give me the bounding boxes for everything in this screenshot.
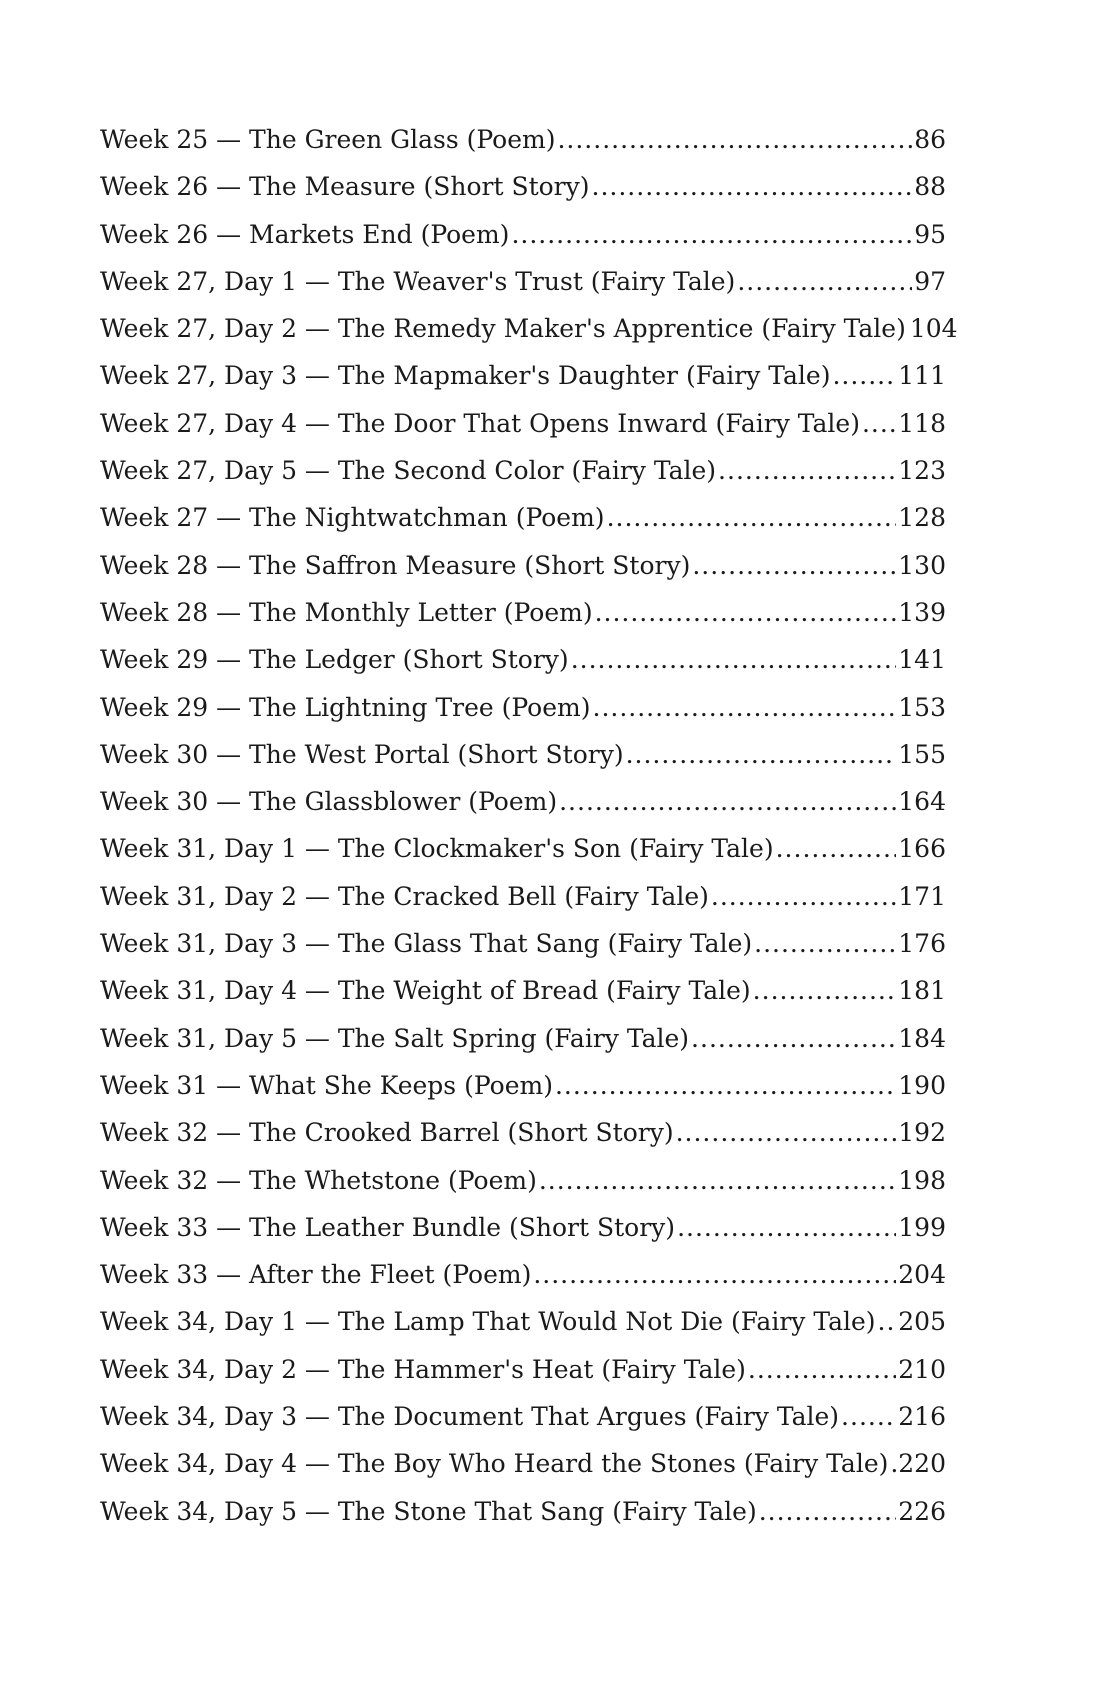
toc-entry-page: 153 bbox=[898, 692, 946, 722]
toc-entry bbox=[100, 825, 946, 872]
toc-entry-page: 155 bbox=[898, 739, 946, 769]
toc-entry-title: Week 27 — The Nightwatchman (Poem) bbox=[100, 503, 605, 533]
toc-entry-page: 128 bbox=[898, 503, 946, 533]
table-of-contents bbox=[100, 116, 958, 1535]
toc-entry bbox=[100, 920, 946, 967]
dot-leader bbox=[595, 589, 897, 636]
dot-leader bbox=[748, 1346, 896, 1393]
toc-entry-page: 130 bbox=[898, 550, 946, 580]
toc-entry-page: 210 bbox=[898, 1354, 946, 1384]
toc-entry bbox=[100, 1109, 946, 1156]
dot-leader bbox=[559, 778, 896, 825]
toc-entry-title: Week 34, Day 3 — The Document That Argues (Fairy Tale) bbox=[100, 1402, 840, 1432]
toc-entry-title: Week 31, Day 5 — The Salt Spring (Fairy Tale) bbox=[100, 1023, 690, 1053]
toc-entry-title: Week 34, Day 1 — The Lamp That Would Not Die (Fairy Tale) bbox=[100, 1307, 876, 1337]
toc-entry bbox=[100, 589, 946, 636]
dot-leader bbox=[711, 873, 896, 920]
dot-leader bbox=[754, 920, 896, 967]
dot-leader bbox=[626, 731, 897, 778]
toc-entry-title: Week 27, Day 2 — The Remedy Maker's Apprentice (Fairy Tale) bbox=[100, 314, 906, 344]
toc-entry-title: Week 26 — Markets End (Poem) bbox=[100, 219, 510, 249]
dot-leader bbox=[878, 1298, 897, 1345]
toc-entry-title: Week 31, Day 4 — The Weight of Bread (Fairy Tale) bbox=[100, 976, 751, 1006]
toc-entry-page: 123 bbox=[898, 456, 946, 486]
dot-leader bbox=[676, 1109, 897, 1156]
toc-entry-title: Week 28 — The Saffron Measure (Short Story) bbox=[100, 550, 691, 580]
dot-leader bbox=[533, 1251, 896, 1298]
toc-entry bbox=[100, 211, 946, 258]
toc-entry bbox=[100, 116, 946, 163]
toc-entry-page: 204 bbox=[898, 1260, 946, 1290]
toc-entry-title: Week 25 — The Green Glass (Poem) bbox=[100, 125, 556, 154]
toc-entry bbox=[100, 1346, 946, 1393]
toc-entry bbox=[100, 352, 946, 399]
toc-entry-title: Week 33 — The Leather Bundle (Short Story) bbox=[100, 1212, 676, 1242]
toc-entry bbox=[100, 967, 946, 1014]
toc-entry-page: 171 bbox=[898, 881, 946, 911]
toc-entry bbox=[100, 636, 946, 683]
dot-leader bbox=[718, 447, 896, 494]
dot-leader bbox=[511, 211, 912, 258]
toc-entry-title: Week 34, Day 5 — The Stone That Sang (Fairy Tale) bbox=[100, 1496, 757, 1526]
dot-leader bbox=[557, 116, 912, 163]
toc-entry-title: Week 31, Day 3 — The Glass That Sang (Fairy Tale) bbox=[100, 929, 753, 959]
dot-leader bbox=[737, 258, 912, 305]
dot-leader bbox=[539, 1157, 896, 1204]
toc-entry bbox=[100, 163, 946, 210]
dot-leader bbox=[555, 1062, 896, 1109]
toc-entry-page: 111 bbox=[898, 361, 946, 391]
toc-entry-page: 104 bbox=[909, 314, 958, 344]
toc-entry bbox=[100, 873, 946, 920]
toc-entry bbox=[100, 1393, 946, 1440]
dot-leader bbox=[753, 967, 897, 1014]
toc-entry bbox=[100, 1251, 946, 1298]
dot-leader bbox=[862, 400, 896, 447]
toc-entry-page: 176 bbox=[898, 929, 946, 959]
toc-entry-title: Week 26 — The Measure (Short Story) bbox=[100, 172, 590, 202]
dot-leader bbox=[677, 1204, 896, 1251]
toc-entry-title: Week 32 — The Crooked Barrel (Short Story) bbox=[100, 1118, 674, 1148]
toc-entry-page: 86 bbox=[914, 125, 946, 154]
toc-entry-title: Week 27, Day 5 — The Second Color (Fairy Tale) bbox=[100, 456, 717, 486]
toc-entry-title: Week 34, Day 2 — The Hammer's Heat (Fairy Tale) bbox=[100, 1354, 746, 1384]
toc-entry bbox=[100, 1440, 946, 1487]
toc-entry-page: 192 bbox=[898, 1118, 946, 1148]
dot-leader bbox=[832, 352, 896, 399]
toc-entry-page: 139 bbox=[898, 597, 946, 627]
toc-entry bbox=[100, 400, 946, 447]
dot-leader bbox=[890, 1440, 896, 1487]
toc-entry bbox=[100, 305, 958, 352]
toc-entry-page: 226 bbox=[898, 1496, 946, 1526]
toc-entry-page: 198 bbox=[898, 1165, 946, 1195]
toc-entry-page: 118 bbox=[898, 408, 946, 438]
toc-entry bbox=[100, 1298, 946, 1345]
toc-entry bbox=[100, 447, 946, 494]
toc-entry-title: Week 29 — The Lightning Tree (Poem) bbox=[100, 692, 591, 722]
toc-entry-page: 166 bbox=[898, 834, 946, 864]
toc-entry-title: Week 34, Day 4 — The Boy Who Heard the Stones (Fairy Tale) bbox=[100, 1449, 889, 1479]
dot-leader bbox=[691, 1015, 896, 1062]
toc-entry-title: Week 30 — The West Portal (Short Story) bbox=[100, 739, 624, 769]
toc-entry bbox=[100, 684, 946, 731]
dot-leader bbox=[692, 542, 896, 589]
dot-leader bbox=[593, 684, 897, 731]
toc-entry bbox=[100, 1015, 946, 1062]
toc-entry-title: Week 31 — What She Keeps (Poem) bbox=[100, 1070, 553, 1100]
toc-entry-title: Week 32 — The Whetstone (Poem) bbox=[100, 1165, 537, 1195]
toc-entry bbox=[100, 731, 946, 778]
toc-entry-title: Week 27, Day 1 — The Weaver's Trust (Fairy Tale) bbox=[100, 266, 736, 296]
toc-entry-page: 181 bbox=[898, 976, 946, 1006]
toc-entry-title: Week 30 — The Glassblower (Poem) bbox=[100, 787, 558, 817]
toc-entry bbox=[100, 1204, 946, 1251]
toc-entry-page: 190 bbox=[898, 1070, 946, 1100]
dot-leader bbox=[841, 1393, 896, 1440]
dot-leader bbox=[759, 1488, 897, 1535]
toc-entry-page: 216 bbox=[898, 1402, 946, 1432]
dot-leader bbox=[607, 494, 897, 541]
toc-entry-page: 95 bbox=[914, 219, 946, 249]
toc-entry-title: Week 27, Day 3 — The Mapmaker's Daughter (Fairy Tale) bbox=[100, 361, 831, 391]
dot-leader bbox=[592, 163, 913, 210]
toc-entry bbox=[100, 778, 946, 825]
toc-entry-title: Week 27, Day 4 — The Door That Opens Inward (Fairy Tale) bbox=[100, 408, 860, 438]
toc-entry-page: 164 bbox=[898, 787, 946, 817]
toc-entry bbox=[100, 1488, 946, 1535]
toc-entry-page: 199 bbox=[898, 1212, 946, 1242]
dot-leader bbox=[571, 636, 897, 683]
toc-entry bbox=[100, 1062, 946, 1109]
toc-entry-title: Week 31, Day 2 — The Cracked Bell (Fairy Tale) bbox=[100, 881, 709, 911]
toc-entry-page: 184 bbox=[898, 1023, 946, 1053]
toc-entry-page: 220 bbox=[898, 1449, 946, 1479]
toc-entry-title: Week 33 — After the Fleet (Poem) bbox=[100, 1260, 532, 1290]
toc-entry-title: Week 31, Day 1 — The Clockmaker's Son (Fairy Tale) bbox=[100, 834, 774, 864]
toc-entry bbox=[100, 542, 946, 589]
dot-leader bbox=[776, 825, 897, 872]
toc-entry-title: Week 28 — The Monthly Letter (Poem) bbox=[100, 597, 593, 627]
toc-entry bbox=[100, 1157, 946, 1204]
toc-entry-page: 88 bbox=[914, 172, 946, 202]
toc-entry-page: 97 bbox=[914, 266, 946, 296]
toc-entry bbox=[100, 258, 946, 305]
toc-entry-title: Week 29 — The Ledger (Short Story) bbox=[100, 645, 569, 675]
toc-entry-page: 205 bbox=[898, 1307, 946, 1337]
toc-entry bbox=[100, 494, 946, 541]
toc-entry-page: 141 bbox=[898, 645, 946, 675]
